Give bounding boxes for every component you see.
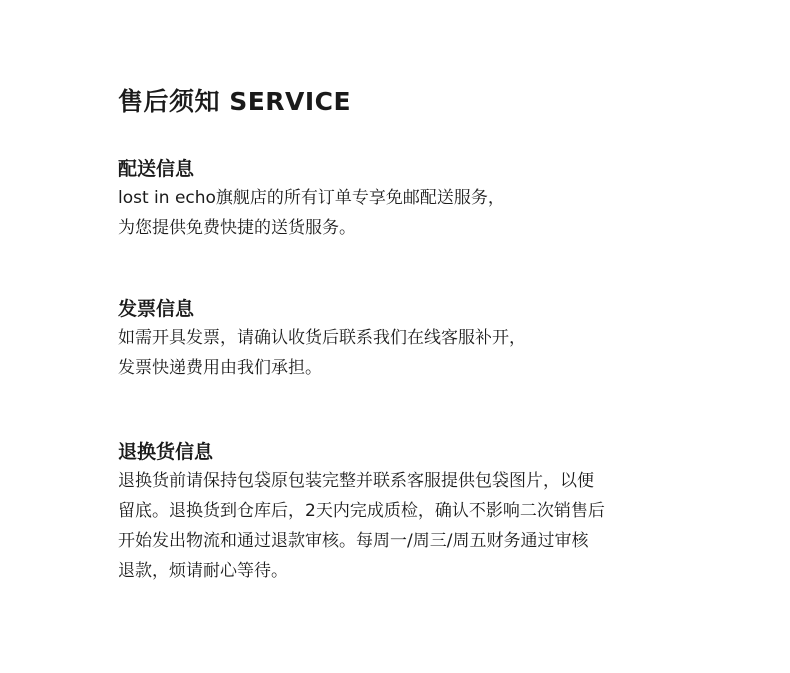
- section-text-line: 开始发出物流和通过退款审核。每周一/周三/周五财务通过审核: [118, 531, 589, 551]
- section-heading: 发票信息: [118, 298, 195, 320]
- return-exchange-info-section: [118, 438, 738, 586]
- shipping-info-section: [118, 155, 738, 243]
- section-text-line: 发票快递费用由我们承担。: [118, 358, 322, 378]
- section-heading: 配送信息: [118, 158, 195, 180]
- section-text-line: 留底。退换货到仓库后，2天内完成质检，确认不影响二次销售后: [118, 501, 605, 521]
- section-text-line: 退换货前请保持包袋原包装完整并联系客服提供包袋图片，以便: [118, 471, 594, 491]
- invoice-info-section: [118, 295, 738, 383]
- section-text-line: 如需开具发票，请确认收货后联系我们在线客服补开，: [118, 328, 526, 348]
- section-text-line: lost in echo旗舰店的所有订单专享免邮配送服务，: [118, 188, 505, 208]
- section-heading: 退换货信息: [118, 441, 214, 463]
- page-title: 售后须知 SERVICE: [118, 87, 352, 116]
- after-sales-notice: [118, 84, 738, 581]
- section-text-line: 退款，烦请耐心等待。: [118, 561, 288, 581]
- section-text-line: 为您提供免费快捷的送货服务。: [118, 218, 356, 238]
